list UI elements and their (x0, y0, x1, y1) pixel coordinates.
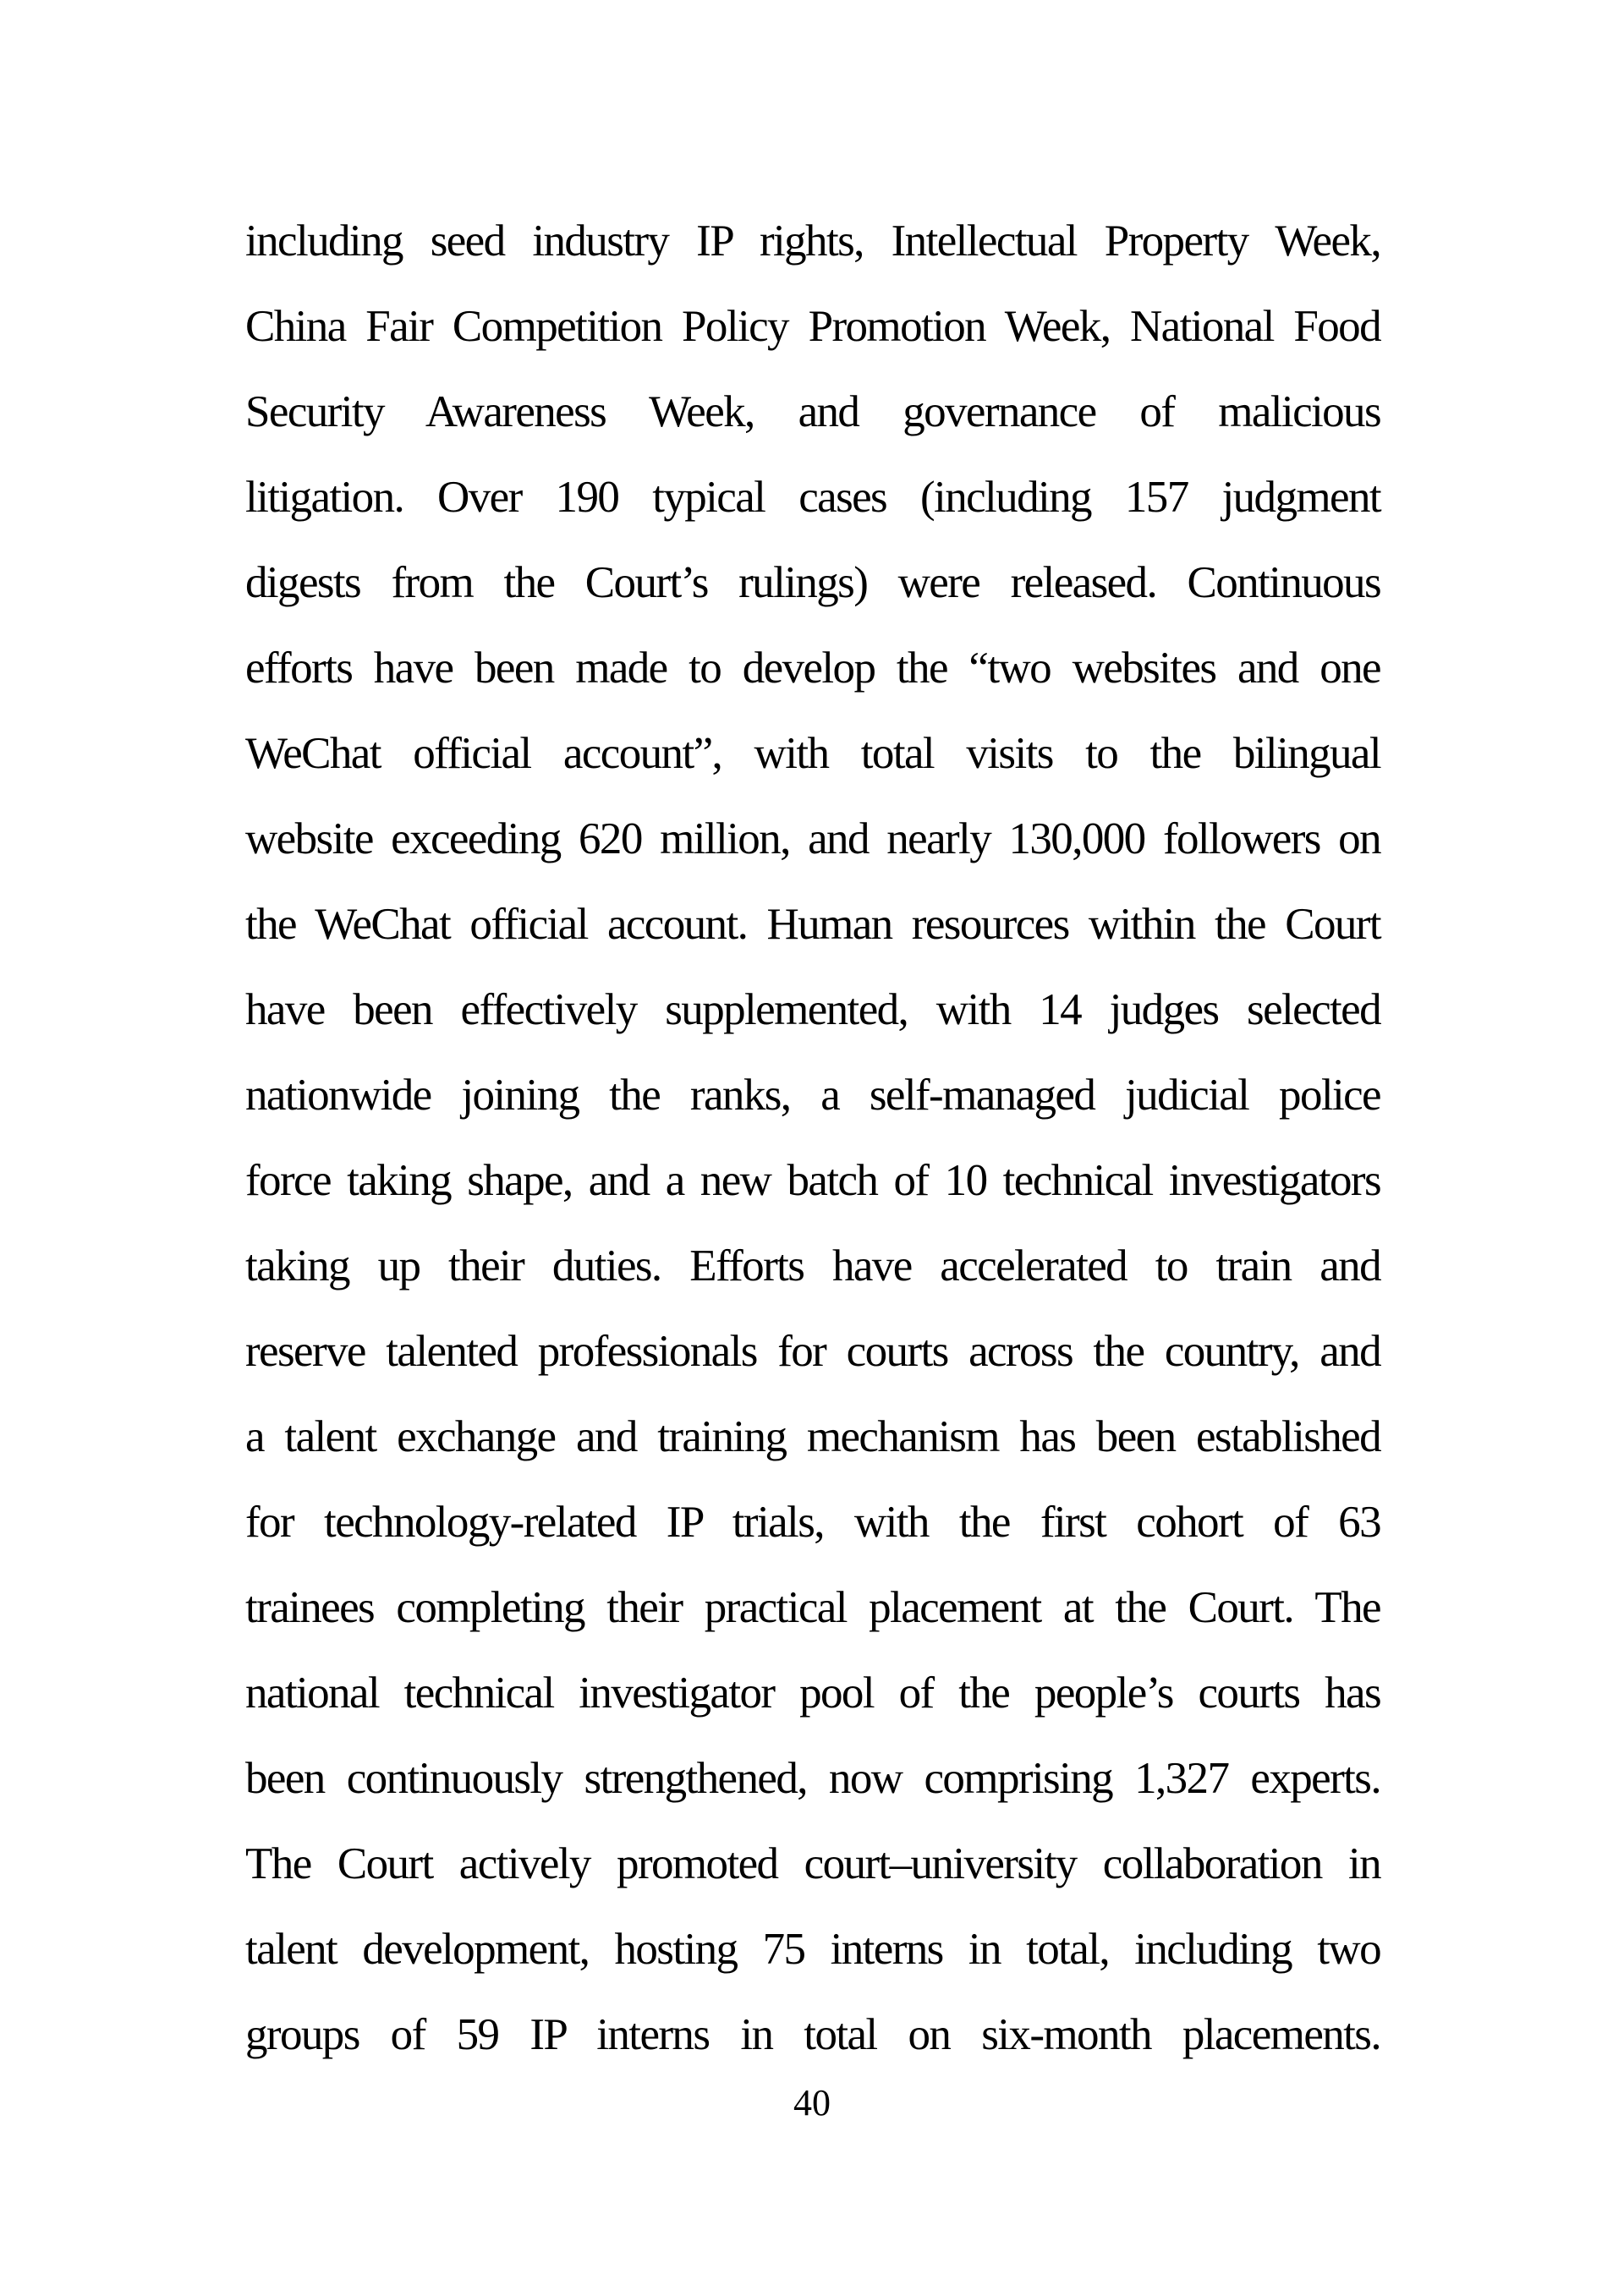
text-line: website exceeding 620 million, and nearly 130,000 followers on (245, 814, 1380, 863)
text-line: including seed industry IP rights, Intellectual Property Week, (245, 216, 1380, 266)
text-line: litigation. Over 190 typical cases (including 157 judgment (245, 473, 1380, 522)
body-text-block (245, 199, 1380, 2078)
text-line: trainees completing their practical placement at the Court. The (245, 1583, 1380, 1632)
text-line: force taking shape, and a new batch of 10 technical investigators (245, 1156, 1380, 1205)
text-line: groups of 59 IP interns in total on six-month placements. (245, 2010, 1380, 2059)
text-line: nationwide joining the ranks, a self-managed judicial police (245, 1071, 1380, 1120)
text-line: have been effectively supplemented, with 14 judges selected (245, 985, 1380, 1034)
text-line: a talent exchange and training mechanism has been established (245, 1412, 1380, 1461)
text-line: the WeChat official account. Human resources within the Court (245, 900, 1380, 949)
text-line: The Court actively promoted court–university collaboration in (245, 1839, 1380, 1888)
text-line: China Fair Competition Policy Promotion Week, National Food (245, 302, 1380, 351)
text-line: been continuously strengthened, now comprising 1,327 experts. (245, 1754, 1380, 1803)
text-line: national technical investigator pool of the people’s courts has (245, 1669, 1380, 1718)
text-line: talent development, hosting 75 interns in total, including two (245, 1925, 1380, 1974)
text-line: digests from the Court’s rulings) were released. Continuous (245, 558, 1380, 607)
text-line: for technology-related IP trials, with the first cohort of 63 (245, 1498, 1380, 1547)
text-line: reserve talented professionals for courts across the country, and (245, 1327, 1380, 1376)
text-line: WeChat official account”, with total visits to the bilingual (245, 729, 1380, 778)
text-line: efforts have been made to develop the “two websites and one (245, 644, 1380, 693)
text-line: Security Awareness Week, and governance of malicious (245, 387, 1380, 436)
text-line: taking up their duties. Efforts have accelerated to train and (245, 1241, 1380, 1290)
page-number: 40 (793, 2082, 831, 2123)
